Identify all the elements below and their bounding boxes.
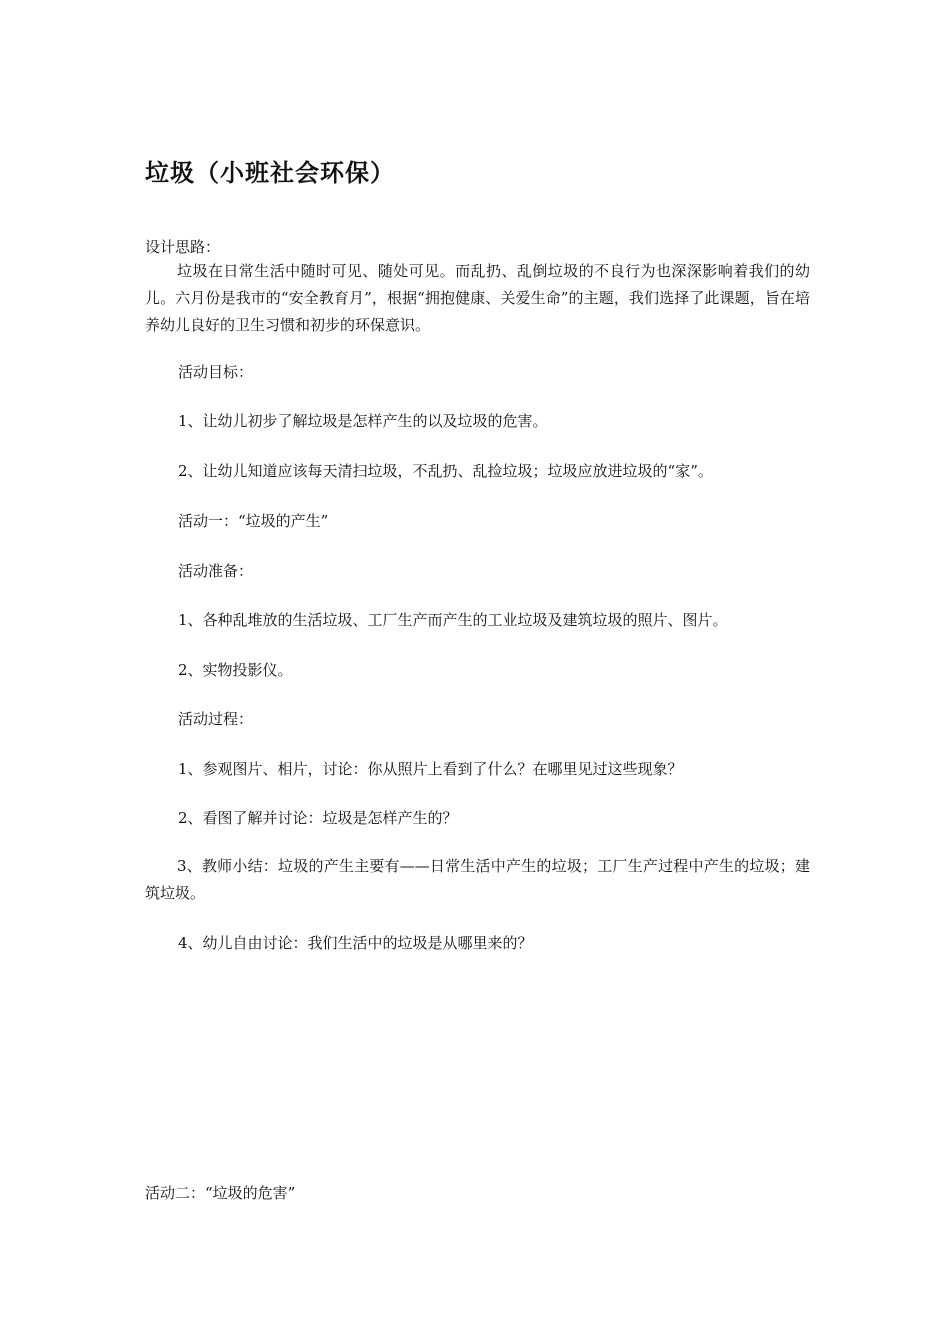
process-item-2: 2、看图了解并讨论：垃圾是怎样产生的？ — [178, 809, 458, 827]
goal-item-2: 2、让幼儿知道应该每天清扫垃圾，不乱扔、乱捡垃圾；垃圾应放进垃圾的“家”。 — [178, 462, 713, 480]
design-heading: 设计思路： — [145, 238, 221, 256]
process-item-3: 3、教师小结：垃圾的产生主要有——日常生活中产生的垃圾；工厂生产过程中产生的垃圾；建筑垃圾。 — [145, 857, 810, 902]
prep-heading: 活动准备： — [178, 562, 254, 580]
process-item-4: 4、幼儿自由讨论：我们生活中的垃圾是从哪里来的？ — [178, 934, 533, 952]
document-title: 垃圾（小班社会环保） — [145, 159, 395, 187]
prep-item-2: 2、实物投影仪。 — [178, 661, 293, 679]
prep-item-1: 1、各种乱堆放的生活垃圾、工厂生产而产生的工业垃圾及建筑垃圾的照片、图片。 — [178, 611, 728, 629]
process-item-1: 1、参观图片、相片，讨论：你从照片上看到了什么？在哪里见过这些现象？ — [178, 760, 683, 778]
activity-one-heading: 活动一：“垃圾的产生” — [178, 512, 329, 530]
activity-two-heading: 活动二：“垃圾的危害” — [145, 1184, 296, 1202]
design-paragraph: 垃圾在日常生活中随时可见、随处可见。而乱扔、乱倒垃圾的不良行为也深深影响着我们的幼儿。六月份是我市的“安全教育月”，根据“拥抱健康、关爱生命”的主题，我们选择了此课题，旨在培养幼儿良好的卫生习惯和初步的环保意识。 — [145, 262, 810, 334]
goals-heading: 活动目标： — [178, 363, 254, 381]
process-heading: 活动过程： — [178, 710, 254, 728]
goal-item-1: 1、让幼儿初步了解垃圾是怎样产生的以及垃圾的危害。 — [178, 412, 548, 430]
